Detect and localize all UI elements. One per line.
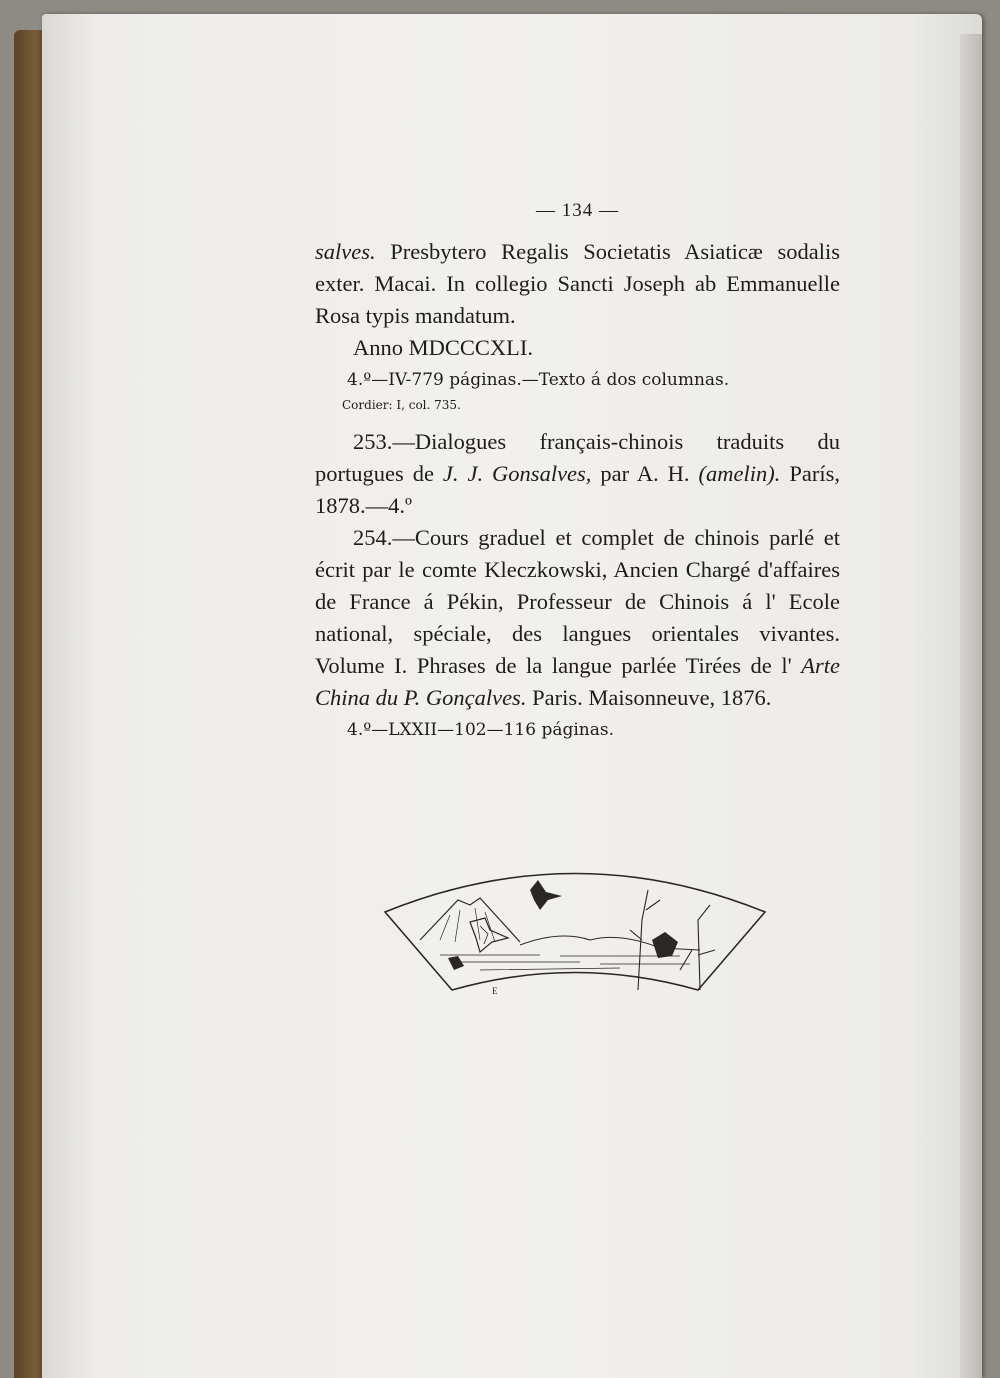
- bird-lower: [448, 956, 464, 970]
- continuation-paragraph: [315, 236, 840, 332]
- page-text: [315, 200, 840, 740]
- entry-254: [315, 522, 840, 714]
- vignette-signature: E: [492, 986, 498, 996]
- format-line: 4.º—IV-779 páginas.—Texto á dos columnas.: [347, 370, 730, 390]
- entry-253: [315, 426, 840, 522]
- italic-start: salves.: [315, 239, 376, 264]
- fan-vignette: [380, 860, 770, 1010]
- entry-253-author: J. J. Gonsalves,: [442, 461, 592, 486]
- entry-253-translator: (amelin).: [698, 461, 781, 486]
- continuation-text: Presbytero Regalis Societatis Asiaticæ sodalis exter. Macai. In collegio Sancti Joseph ab Emmanuelle Rosa typis mandatum.: [315, 239, 840, 328]
- bird-on-branch: [652, 932, 678, 958]
- mountain: [420, 898, 520, 942]
- page-edge: [960, 34, 982, 1378]
- entry-254-source: Arte China du P. Gonçalves.: [315, 653, 840, 710]
- year-line: Anno MDCCCXLI.: [353, 335, 534, 360]
- cordier-reference: Cordier: I, col. 735.: [342, 398, 461, 412]
- water-lines: [440, 955, 690, 970]
- bird-upper: [530, 880, 562, 910]
- page-number: — 134 —: [536, 200, 619, 221]
- entry-254-lead: 254.—Cours graduel et complet de chinois parlé et écrit par le comte Kleczkowski, Ancien Chargé d'affaires de France á Pékin, Professeur de Chinois á l' Ecole national, spéciale, des langues orientales vivantes. Volume I. Phrases de la langue parlée Tirées de l': [315, 525, 840, 678]
- entry-253-tail: París, 1878.—4.º: [315, 461, 840, 518]
- entry-253-lead: 253.—Dialogues français-chinois traduits du portugues de: [315, 429, 840, 486]
- entry-253-mid: par A. H.: [591, 461, 699, 486]
- entry-254-tail: Paris. Maisonneuve, 1876.: [526, 685, 772, 710]
- format-line-254: 4.º—LXXII—102—116 páginas.: [347, 720, 614, 740]
- fan-outline: [385, 874, 765, 991]
